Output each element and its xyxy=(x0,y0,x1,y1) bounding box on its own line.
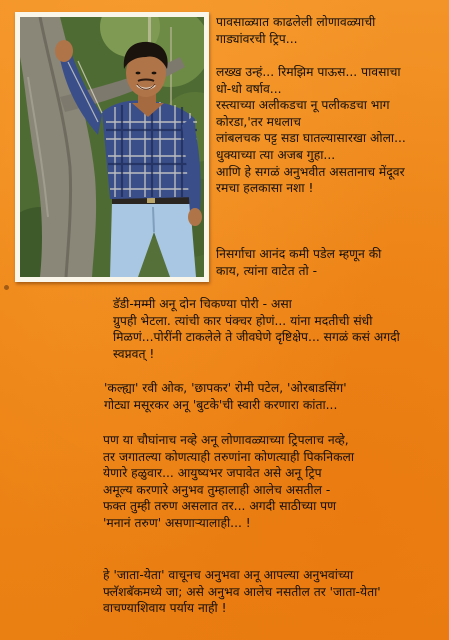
intro-paragraph: पावसाळ्यात काढलेली लोणावळ्याची गाड्यांवरची ट्रिप... xyxy=(216,15,376,46)
characters-paragraph: 'कल्ह्या' रवी ओक, 'छापकर' रोमी पटेल, 'ओरबाडसिंग' गोट्या मसूरकर अनू 'बुटके'ची स्वारी करणारा कांता... xyxy=(104,381,347,412)
closing-paragraph: हे 'जाता-येता' वाचूनच अनुभवा अनू आपल्या अनुभवांच्या फ्लॅशबॅकमध्ये जा; असे अनुभव आलेच नसतील तर 'जाता-येता' वाचण्याशिवाय पर्याय नाही ! xyxy=(103,568,381,616)
experience-paragraph: पण या चौघांनाच नव्हे अनू लोणावळ्याच्या ट्रिपलाच नव्हे, तर जगातल्या कोणत्याही तरुणांना कोणत्याही पिकनिकला येणारे हळुवार... आयुष्यभर जपावेत असे अनू ट्रिप अमूल्य करणारे अनुभव तुम्हालाही आलेच असतील - फक्त तुम्ही तरुण असलात तर... अगदी साठीच्या पण 'मनानं तरुण' असणाऱ्यालाही... ! xyxy=(103,433,355,530)
photo-illustration xyxy=(20,17,204,277)
trip-description-paragraph: लख्ख उन्हं... रिमझिम पाऊस... पावसाचा धो-धो वर्षाव... रस्त्याच्या अलीकडचा नू पलीकडचा भाग कोरडा,'तर मधलाच लांबलचक पट्ट सडा घातल्यासारखा ओला... धुक्याच्या त्या अजब गुहा... आणि हे सगळं अनुभवीत असतानाच मेंदूवर रमचा हलकासा नशा ! xyxy=(216,65,406,196)
author-photo-frame xyxy=(15,12,209,282)
group-meeting-paragraph: डॅडी-मम्मी अनू दोन चिकण्या पोरी - असा ग्रुपही भेटला. त्यांची कार पंक्चर होणं... यांना मदतीची संधी मिळणं...पोरींनी टाकलेले ते जीवघेणे दृष्टिक्षेप... सगळं कसं अगदी स्वप्नवत् ! xyxy=(113,297,400,361)
nature-paragraph: निसर्गाचा आनंद कमी पडेल म्हणून की काय, त्यांना वाटेत तो - xyxy=(216,247,382,278)
author-photo xyxy=(20,17,204,277)
decorative-dot xyxy=(4,285,9,290)
